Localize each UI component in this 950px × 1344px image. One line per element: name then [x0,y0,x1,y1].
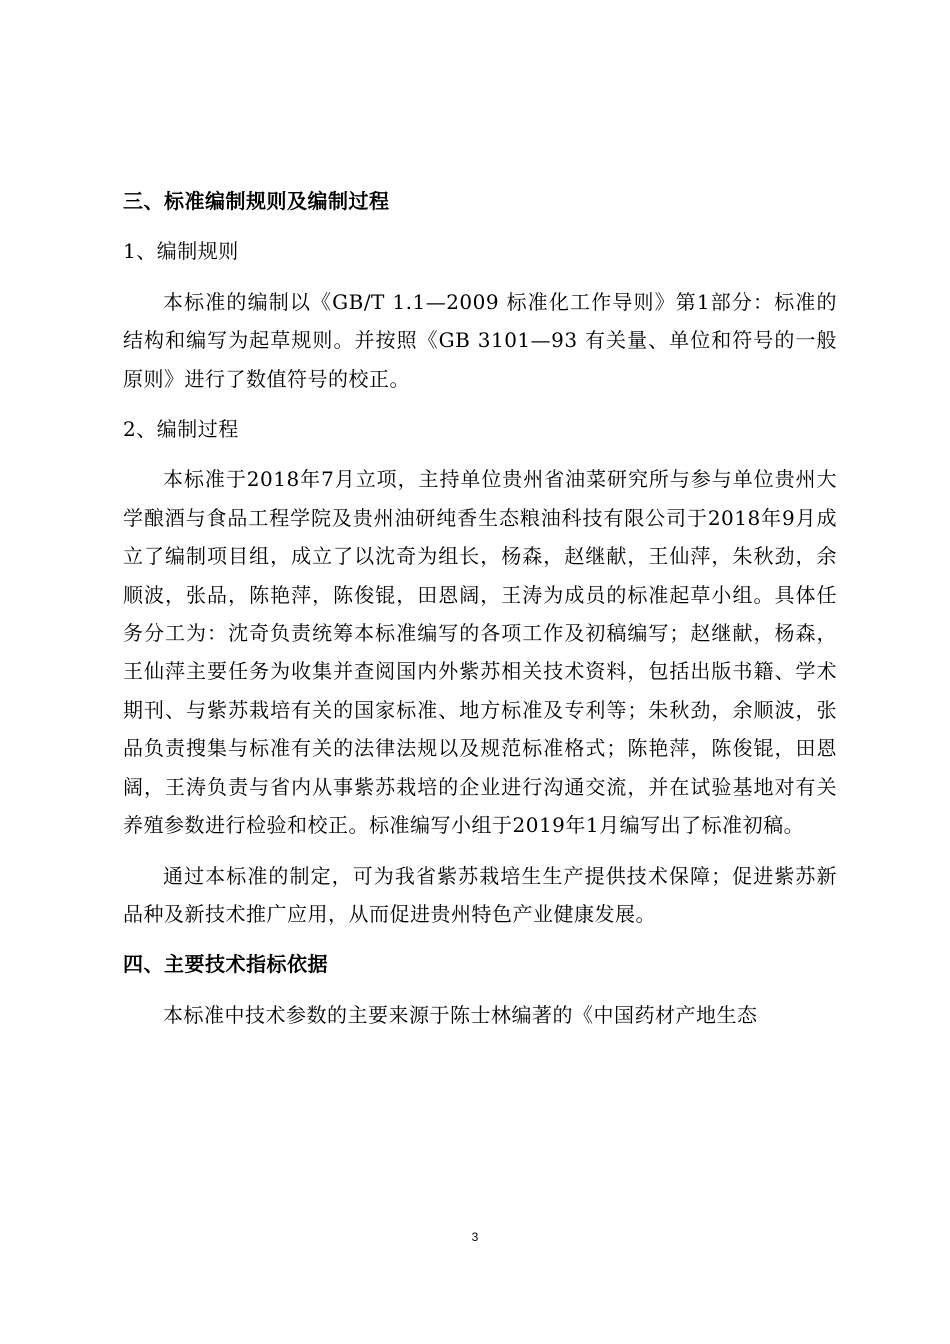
rules-paragraph: 本标准的编制以《GB/T 1.1—2009 标准化工作导则》第1部分：标准的结构和编写为起草规则。并按照《GB 3101—93 有关量、单位和符号的一般原则》进行了数值符号的校正。 [123,289,837,391]
technical-basis-paragraph: 本标准中技术参数的主要来源于陈士林编著的《中国药材产地生态 [163,1002,758,1027]
section-3-heading: 三、标准编制规则及编制过程 [123,189,390,213]
subsection-1-title: 1、编制规则 [123,239,239,264]
page-content [123,182,837,1046]
subsection-2-title: 2、编制过程 [123,417,239,442]
purpose-paragraph: 通过本标准的制定，可为我省紫苏栽培生生产提供技术保障；促进紫苏新品种及新技术推广应用，从而促进贵州特色产业健康发展。 [123,863,837,926]
process-paragraph: 本标准于2018年7月立项，主持单位贵州省油菜研究所与参与单位贵州大学酿酒与食品工程学院及贵州油研纯香生态粮油科技有限公司于2018年9月成立了编制项目组，成立了以沈奇为组长，杨森，赵继献，王仙萍，朱秋劲，余顺波，张品，陈艳萍，陈俊锟，田恩阔，王涛为成员的标准起草小组。具体任务分工为：沈奇负责统筹本标准编写的各项工作及初稿编写；赵继献，杨森，王仙萍主要任务为收集并查阅国内外紫苏相关技术资料，包括出版书籍、学术期刊、与紫苏栽培有关的国家标准、地方标准及专利等；朱秋劲，余顺波，张品负责搜集与标准有关的法律法规以及规范标准格式；陈艳萍，陈俊锟，田恩阔，王涛负责与省内从事紫苏栽培的企业进行沟通交流，并在试验基地对有关养殖参数进行检验和校正。标准编写小组于2019年1月编写出了标准初稿。 [123,467,837,838]
section-4-heading: 四、主要技术指标依据 [123,952,328,977]
page-number: 3 [471,1230,479,1244]
